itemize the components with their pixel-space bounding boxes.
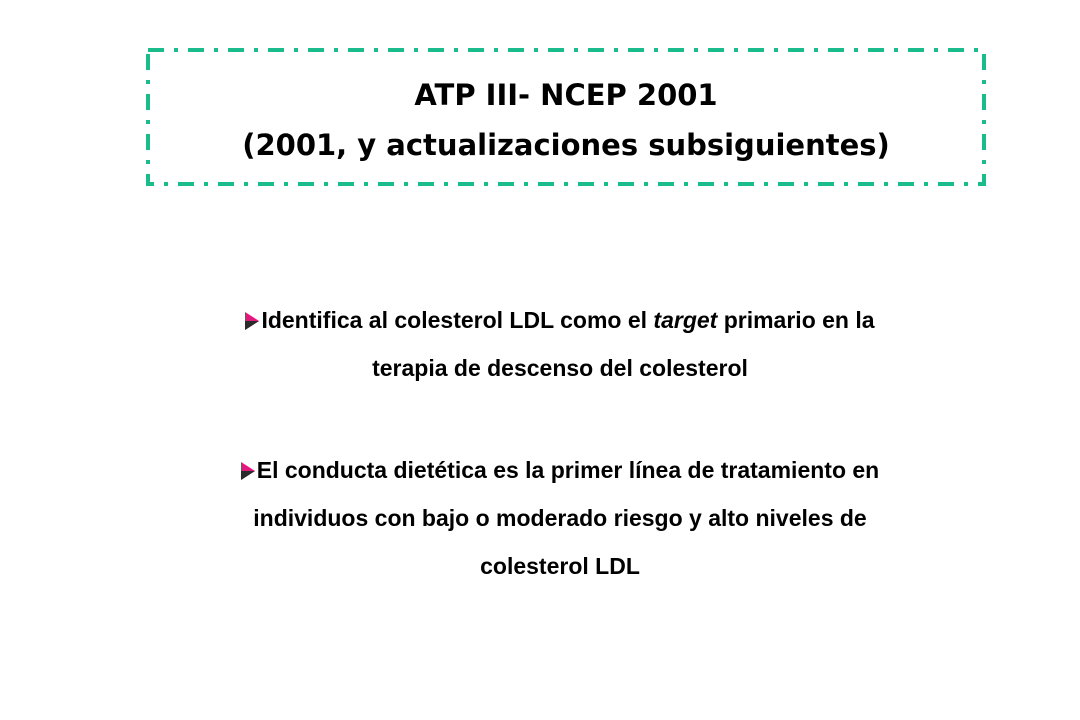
- bullet-1-emphasis: target: [653, 307, 718, 333]
- bullet-1-text-b: primario en la: [717, 307, 875, 333]
- bullet-item: [100, 446, 1020, 590]
- bullet-1-line-1: [100, 296, 1020, 344]
- bullet-2-text: El conducta dietética es la primer línea de tratamiento en: [256, 457, 880, 483]
- slide-title: [146, 70, 986, 170]
- title-box: [146, 48, 986, 186]
- bullet-2-line-2: individuos con bajo o moderado riesgo y alto niveles de: [253, 505, 867, 531]
- arrow-bullet-icon: [245, 312, 259, 330]
- bullet-item: [100, 296, 1020, 392]
- bullet-1-line-2: terapia de descenso del colesterol: [372, 355, 748, 381]
- bullet-1-text-a: Identifica al colesterol LDL como el: [261, 307, 654, 333]
- arrow-bullet-icon: [241, 462, 255, 480]
- bullet-2-line-1: [100, 446, 1020, 494]
- title-line-1: ATP III- NCEP 2001: [414, 78, 718, 112]
- bullet-2-line-3: colesterol LDL: [480, 553, 640, 579]
- bullet-list: [100, 296, 1020, 644]
- title-line-2: (2001, y actualizaciones subsiguientes): [242, 128, 890, 162]
